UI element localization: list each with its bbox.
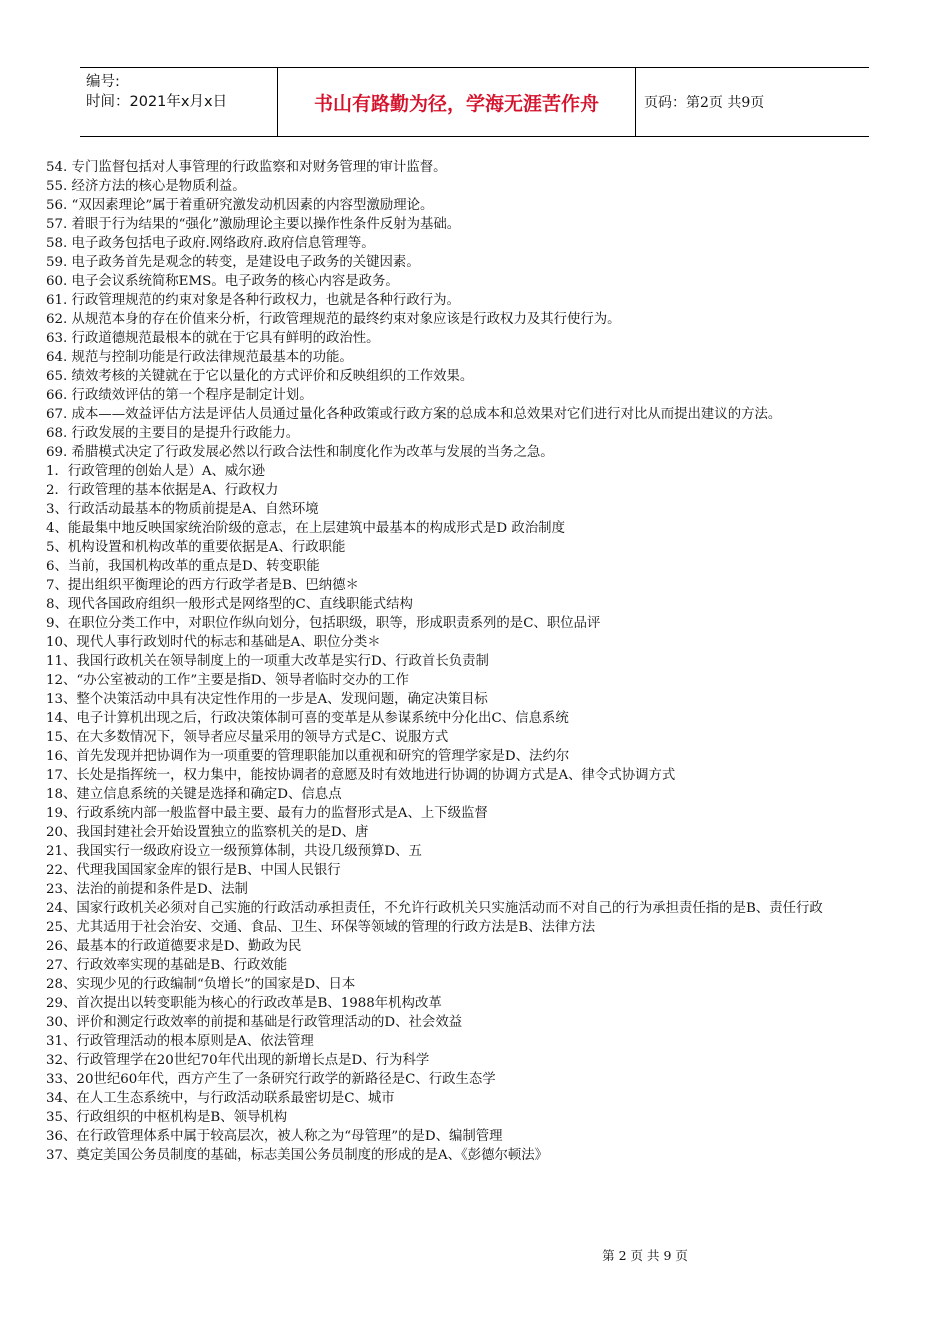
text-line: 66. 行政绩效评估的第一个程序是制定计划。 [46,388,313,403]
text-line: 58. 电子政务包括电子政府.网络政府.政府信息管理等。 [46,236,375,251]
text-line: 69. 希腊模式决定了行政发展必然以行政合法性和制度化作为改革与发展的当务之急。 [46,445,554,460]
text-line: 10、现代人事行政划时代的标志和基础是A、职位分类＊ [46,635,381,650]
text-line: 61. 行政管理规范的约束对象是各种行政权力，也就是各种行政行为。 [46,293,460,308]
text-line: 11、我国行政机关在领导制度上的一项重大改革是实行D、行政首长负责制 [46,654,489,669]
header-page-number: 页码：第2页 共9页 [644,95,765,111]
text-line: 36、在行政管理体系中属于较高层次，被人称之为“母管理”的是D、编制管理 [46,1129,503,1144]
page-header [80,67,869,137]
text-line: 19、行政系统内部一般监督中最主要、最有力的监督形式是A、上下级监督 [46,806,488,821]
text-line: 64. 规范与控制功能是行政法律规范最基本的功能。 [46,350,353,365]
document-body [46,158,906,1165]
text-line: 67. 成本——效益评估方法是评估人员通过量化各种政策或行政方案的总成本和总效果对它们进行对比从而提出建议的方法。 [46,407,782,422]
text-line: 21、我国实行一级政府设立一级预算体制，共设几级预算D、五 [46,844,422,859]
text-line: 30、评价和测定行政效率的前提和基础是行政管理活动的D、社会效益 [46,1015,463,1030]
text-line: 26、最基本的行政道德要求是D、勤政为民 [46,939,302,954]
text-line: 15、在大多数情况下，领导者应尽量采用的领导方式是C、说服方式 [46,730,449,745]
text-line: 34、在人工生态系统中，与行政活动联系最密切是C、城市 [46,1091,395,1106]
text-line: 13、整个决策活动中具有决定性作用的一步是A、发现问题，确定决策目标 [46,692,488,707]
text-line: 33、20世纪60年代，西方产生了一条研究行政学的新路径是C、行政生态学 [46,1072,496,1087]
text-line: 7、提出组织平衡理论的西方行政学者是B、巴纳德＊ [46,578,359,593]
text-line: 37、奠定美国公务员制度的基础，标志美国公务员制度的形成的是A、《彭德尔顿法》 [46,1148,549,1163]
text-line: 57. 着眼于行为结果的“强化”激励理论主要以操作性条件反射为基础。 [46,217,461,232]
header-motto: 书山有路勤为径，学海无涯苦作舟 [278,68,636,136]
text-line: 55. 经济方法的核心是物质利益。 [46,179,246,194]
text-line: 22、代理我国国家金库的银行是B、中国人民银行 [46,863,341,878]
text-line: 32、行政管理学在20世纪70年代出现的新增长点是D、行为科学 [46,1053,430,1068]
text-line: 25、尤其适用于社会治安、交通、食品、卫生、环保等领域的管理的行政方法是B、法律方法 [46,920,596,935]
text-line: 2．行政管理的基本依据是A、行政权力 [46,483,279,498]
text-line: 4、能最集中地反映国家统治阶级的意志，在上层建筑中最基本的构成形式是D 政治制度 [46,521,565,536]
text-line: 18、建立信息系统的关键是选择和确定D、信息点 [46,787,342,802]
text-line: 27、行政效率实现的基础是B、行政效能 [46,958,288,973]
text-line: 28、实现少见的行政编制“负增长”的国家是D、日本 [46,977,356,992]
text-line: 6、当前，我国机构改革的重点是D、转变职能 [46,559,320,574]
header-meta [80,68,278,136]
text-line: 56. “双因素理论”属于着重研究激发动机因素的内容型激励理论。 [46,198,434,213]
text-line: 54. 专门监督包括对人事管理的行政监察和对财务管理的审计监督。 [46,160,447,175]
text-line: 5、机构设置和机构改革的重要依据是A、行政职能 [46,540,346,555]
text-line: 14、电子计算机出现之后，行政决策体制可喜的变革是从参谋系统中分化出C、信息系统 [46,711,569,726]
text-line: 31、行政管理活动的根本原则是A、依法管理 [46,1034,314,1049]
text-line: 63. 行政道德规范最根本的就在于它具有鲜明的政治性。 [46,331,380,346]
text-line: 65. 绩效考核的关键就在于它以量化的方式评价和反映组织的工作效果。 [46,369,474,384]
text-line: 68. 行政发展的主要目的是提升行政能力。 [46,426,300,441]
text-line: 12、“办公室被动的工作”主要是指D、领导者临时交办的工作 [46,673,409,688]
text-line: 20、我国封建社会开始设置独立的监察机关的是D、唐 [46,825,369,840]
text-line: 17、长处是指挥统一，权力集中，能按协调者的意愿及时有效地进行协调的协调方式是A、律令式协调方式 [46,768,676,783]
page-footer: 第 2 页 共 9 页 [602,1248,688,1263]
text-line: 29、首次提出以转变职能为核心的行政改革是B、1988年机构改革 [46,996,442,1011]
text-line: 3、行政活动最基本的物质前提是A、自然环境 [46,502,319,517]
text-line: 23、法治的前提和条件是D、法制 [46,882,248,897]
text-line: 16、首先发现并把协调作为一项重要的管理职能加以重视和研究的管理学家是D、法约尔 [46,749,570,764]
text-line: 9、在职位分类工作中，对职位作纵向划分，包括职级，职等，形成职责系列的是C、职位品评 [46,616,601,631]
text-line: 24、国家行政机关必须对自己实施的行政活动承担责任，不允许行政机关只实施活动而不对自己的行为承担责任指的是B、责任行政 [46,901,823,916]
document-number-label: 编号: [86,74,120,90]
text-line: 8、现代各国政府组织一般形式是网络型的C、直线职能式结构 [46,597,413,612]
text-line: 62. 从规范本身的存在价值来分析，行政管理规范的最终约束对象应该是行政权力及其行使行为。 [46,312,621,327]
text-line: 59. 电子政务首先是观念的转变，是建设电子政务的关键因素。 [46,255,420,270]
text-line: 35、行政组织的中枢机构是B、领导机构 [46,1110,288,1125]
text-line: 60. 电子会议系统简称EMS。电子政务的核心内容是政务。 [46,274,399,289]
document-time: 时间：2021年x月x日 [86,94,228,110]
text-line: 1．行政管理的创始人是）A、威尔逊 [46,464,266,479]
